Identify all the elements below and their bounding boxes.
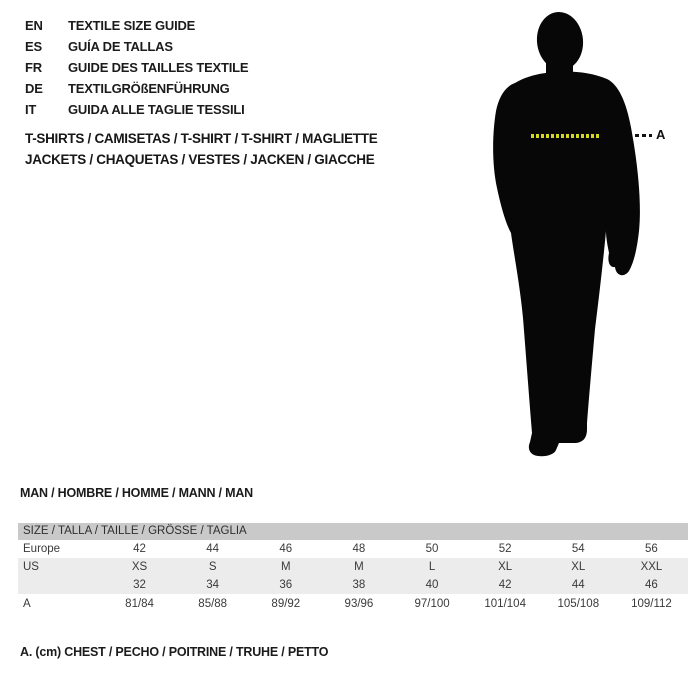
table-cell: 34	[206, 579, 220, 591]
row-label: Europe	[23, 543, 61, 555]
table-cell: 93/96	[344, 598, 374, 610]
row-label	[18, 576, 103, 594]
silhouette-body	[493, 71, 640, 456]
table-cell: 89/92	[271, 598, 301, 610]
lang-label: GUIDE DES TAILLES TEXTILE	[68, 60, 249, 75]
garment-categories	[25, 128, 377, 170]
lang-row-de	[25, 78, 248, 99]
lang-label: TEXTILGRÖßENFÜHRUNG	[68, 81, 230, 96]
chest-measure-line-black	[635, 134, 652, 137]
table-row-numeric	[18, 576, 688, 594]
table-cell: L	[428, 561, 436, 573]
table-cell: M	[354, 561, 364, 573]
table-cell: 42	[498, 579, 512, 591]
lang-row-es	[25, 36, 248, 57]
table-cell: XL	[498, 561, 513, 573]
lang-label: GUIDA ALLE TAGLIE TESSILI	[68, 102, 245, 117]
table-cell: 81/84	[125, 598, 154, 610]
table-cell: 32	[133, 579, 146, 591]
footnote-chest-measure: A. (cm) CHEST / PECHO / POITRINE / TRUHE / PETTO	[20, 645, 329, 659]
lang-row-it	[25, 99, 248, 120]
table-cell: 56	[645, 543, 658, 555]
table-cell: 101/104	[484, 598, 526, 610]
table-cell: 85/88	[198, 598, 228, 610]
lang-label: GUÍA DE TALLAS	[68, 39, 173, 54]
chest-measure-label: A	[656, 127, 666, 142]
table-cell: 40	[425, 579, 439, 591]
lang-code: FR	[25, 60, 42, 75]
table-cell: 44	[206, 543, 220, 555]
size-table	[18, 523, 688, 615]
lang-row-fr	[25, 57, 248, 78]
table-row-us	[18, 558, 688, 576]
section-title-man: MAN / HOMBRE / HOMME / MANN / MAN	[20, 486, 253, 500]
table-cell: 46	[645, 579, 658, 591]
table-cell: 105/108	[557, 598, 600, 610]
lang-code: EN	[25, 18, 43, 33]
table-cell: XS	[131, 561, 148, 573]
lang-label: TEXTILE SIZE GUIDE	[68, 18, 196, 33]
table-cell: 44	[571, 579, 585, 591]
table-cell: XXL	[640, 561, 663, 573]
lang-code: ES	[25, 39, 42, 54]
table-cell: 38	[352, 579, 366, 591]
table-cell: 52	[498, 543, 512, 555]
table-cell: M	[281, 561, 291, 573]
size-table-header: SIZE / TALLA / TAILLE / GRÖSSE / TAGLIA	[18, 523, 688, 540]
table-cell: 109/112	[631, 598, 672, 610]
row-label: A	[23, 598, 31, 610]
category-jackets: JACKETS / CHAQUETAS / VESTES / JACKEN / GIACCHE	[25, 152, 375, 167]
table-cell: 50	[425, 543, 439, 555]
table-row-europe	[18, 540, 688, 558]
category-tshirts: T-SHIRTS / CAMISETAS / T-SHIRT / T-SHIRT / MAGLIETTE	[25, 131, 378, 146]
table-cell: 36	[279, 579, 293, 591]
row-label: US	[23, 561, 39, 573]
table-cell: 54	[571, 543, 585, 555]
man-silhouette	[485, 5, 665, 460]
table-cell: XL	[571, 561, 586, 573]
table-cell: 42	[133, 543, 146, 555]
lang-code: IT	[25, 102, 37, 117]
lang-row-en	[25, 15, 248, 36]
chest-measure-line-yellow	[531, 134, 601, 138]
table-row-chest	[18, 594, 688, 615]
lang-code: DE	[25, 81, 43, 96]
table-cell: 46	[279, 543, 293, 555]
table-cell: S	[208, 561, 217, 573]
man-silhouette-svg	[485, 5, 665, 460]
language-guide-list	[25, 15, 248, 120]
table-cell: 48	[352, 543, 366, 555]
table-cell: 97/100	[414, 598, 450, 610]
